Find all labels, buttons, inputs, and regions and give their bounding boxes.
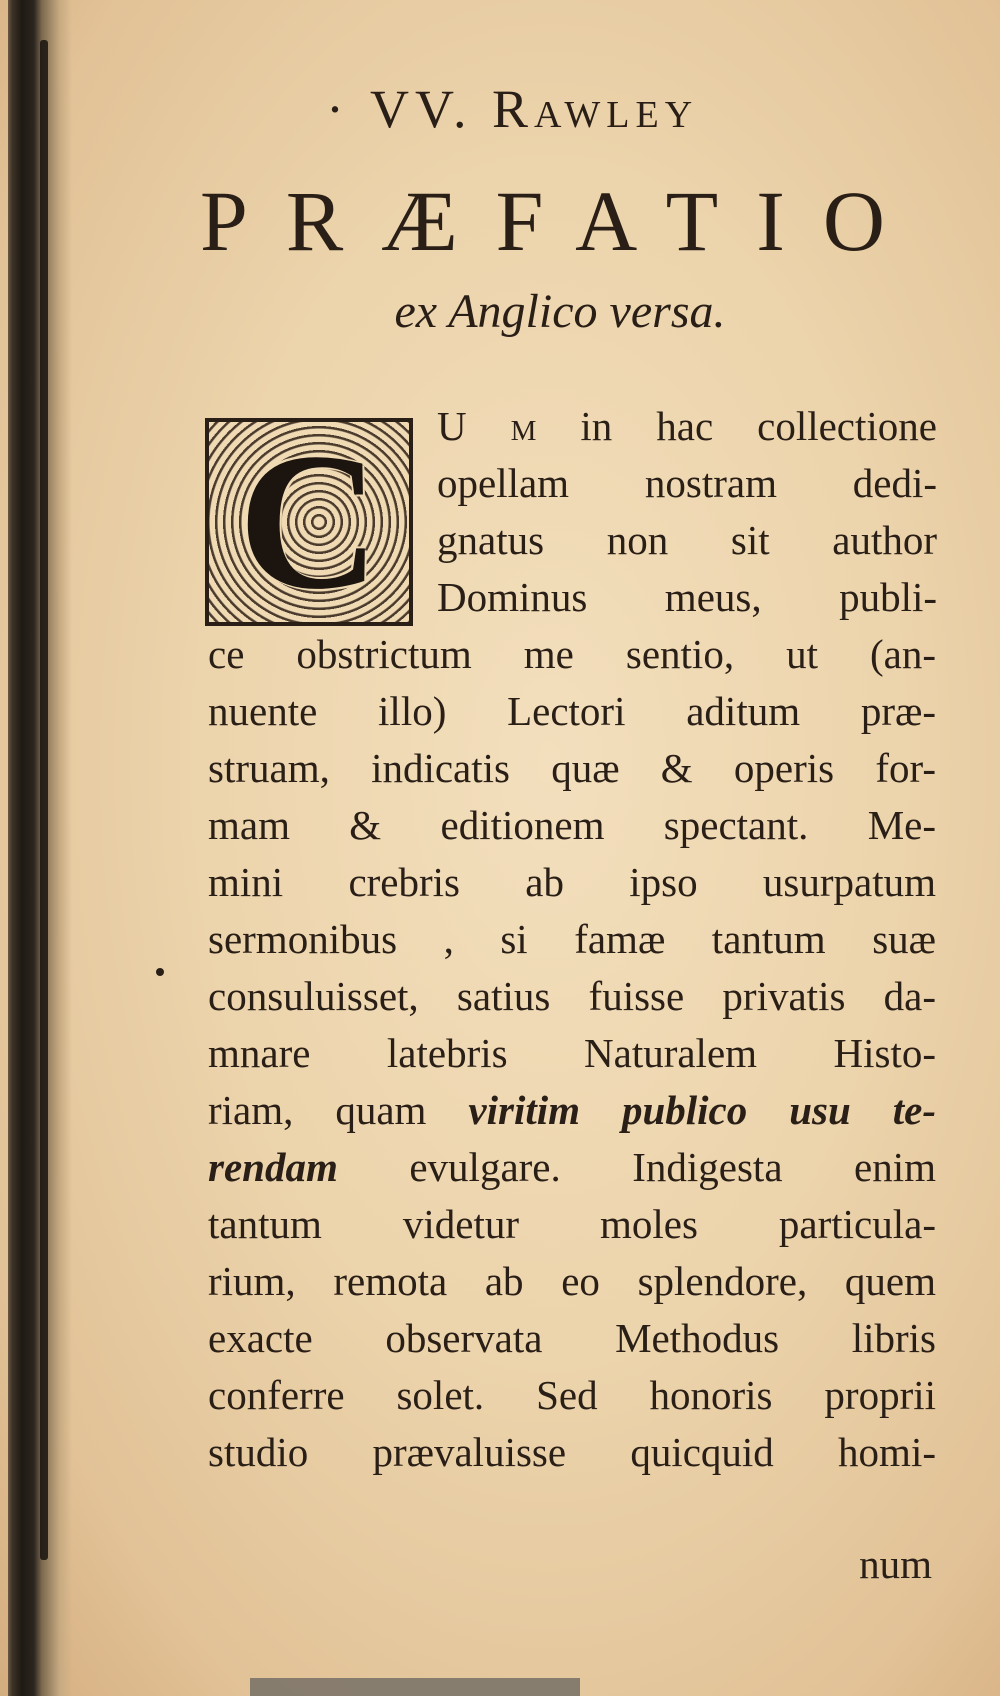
- text-segment: in hac collectione: [536, 403, 937, 449]
- text-segment: exacte observata Methodus libris: [208, 1315, 936, 1361]
- text-line: [208, 797, 936, 854]
- text-line: [208, 1253, 936, 1310]
- italic-segment: rendam: [208, 1144, 338, 1190]
- text-line: [208, 1025, 936, 1082]
- text-segment: consuluisset, satius fuisse privatis da-: [208, 973, 936, 1019]
- text-line: [208, 1367, 936, 1424]
- text-line: [208, 968, 936, 1025]
- text-line: [208, 626, 936, 683]
- text-line: [208, 1082, 936, 1139]
- text-line: [437, 512, 937, 569]
- binding-shadow: [40, 40, 48, 1560]
- text-segment: rium, remota ab eo splendore, quem: [208, 1258, 936, 1304]
- text-segment: evulgare. Indigesta enim: [337, 1144, 936, 1190]
- header-text: VV. Rawley: [369, 79, 699, 139]
- text-segment: U m: [437, 403, 537, 449]
- text-line: [437, 569, 937, 626]
- text-segment: mnare latebris Naturalem Histo-: [208, 1030, 936, 1076]
- text-segment: nuente illo) Lectori aditum præ-: [208, 688, 936, 734]
- text-segment: conferre solet. Sed honoris proprii: [208, 1372, 936, 1418]
- text-line: [437, 398, 937, 455]
- text-segment: tantum videtur moles particula-: [208, 1201, 936, 1247]
- text-segment: Dominus meus, publi-: [437, 574, 937, 620]
- text-line: [208, 1139, 936, 1196]
- text-segment: ce obstrictum me sentio, ut (an-: [208, 631, 936, 677]
- text-line: [208, 1424, 936, 1481]
- text-segment: riam, quam: [208, 1087, 469, 1133]
- decorated-initial: [205, 413, 413, 630]
- text-segment: struam, indicatis quæ & operis for-: [208, 745, 936, 791]
- margin-mark: [156, 968, 164, 976]
- page-subtitle: ex Anglico versa.: [394, 285, 726, 338]
- text-segment: mini crebris ab ipso usurpatum: [208, 859, 936, 905]
- page-edge-strip: [250, 1678, 580, 1696]
- header-dot: ·: [326, 79, 350, 139]
- text-segment: studio prævaluisse quicquid homi-: [208, 1429, 936, 1475]
- text-line: [437, 455, 937, 512]
- text-line: [208, 740, 936, 797]
- text-segment: gnatus non sit author: [437, 517, 937, 563]
- page-title: PRÆFATIO: [200, 173, 923, 269]
- italic-segment: viritim publico usu te-: [468, 1087, 936, 1133]
- text-segment: opellam nostram dedi-: [437, 460, 937, 506]
- running-header: [326, 78, 846, 140]
- text-line: [208, 1310, 936, 1367]
- text-line: [208, 683, 936, 740]
- text-line: [208, 854, 936, 911]
- initial-letter: C: [238, 413, 380, 630]
- text-line: [208, 911, 936, 968]
- text-segment: sermonibus , si famæ tantum suæ: [208, 916, 936, 962]
- text-segment: mam & editionem spectant. Me-: [208, 802, 936, 848]
- catchword: num: [859, 1541, 932, 1587]
- text-line: [208, 1196, 936, 1253]
